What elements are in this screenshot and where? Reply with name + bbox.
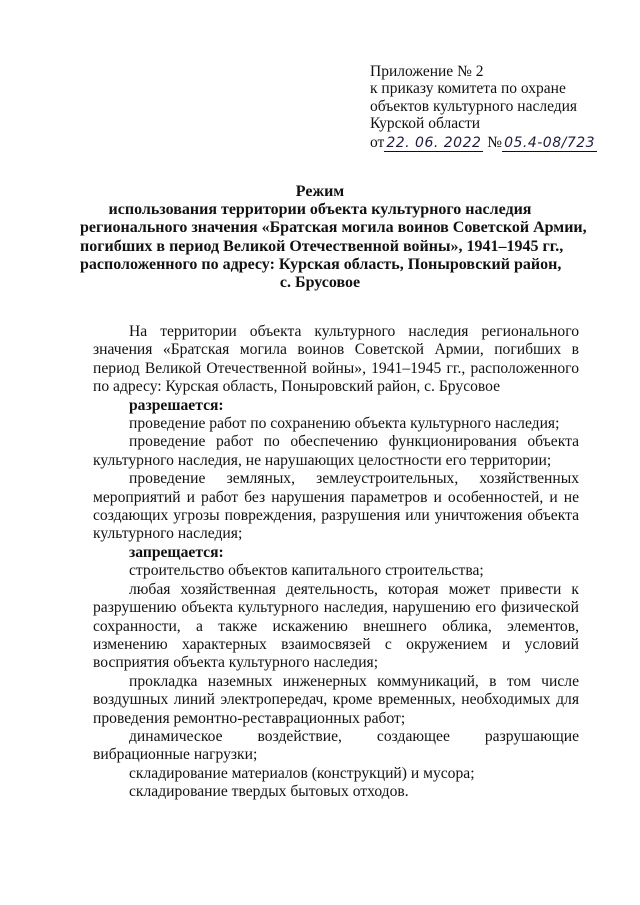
appendix-block — [370, 63, 630, 152]
intro-paragraph: На территории объекта культурного наследия регионального значения «Братская могила воинов Советской Армии, погибших в период Великой Отечественной войны», 1941–1945 гг., расположенного по адресу: Курская область, Поныровский район, с. Брусовое — [93, 323, 579, 396]
forbidden-item: прокладка наземных инженерных коммуникаций, в том числе воздушных линий электропередач, кроме временных, необходимых для проведения ремонтно-реставрационных работ; — [93, 672, 579, 727]
forbidden-item: строительство объектов капитального строительства; — [129, 562, 484, 580]
appendix-date-line — [370, 134, 630, 152]
date-prefix: от — [370, 133, 385, 151]
document-title — [80, 183, 587, 292]
title-line: расположенного по адресу: Курская область, Поныровский район, — [80, 255, 562, 273]
allowed-heading: разрешается: — [129, 396, 224, 414]
forbidden-item: складирование материалов (конструкций) и мусора; — [129, 764, 475, 782]
appendix-region: Курской области — [370, 115, 481, 133]
forbidden-item: складирование твердых бытовых отходов. — [129, 783, 409, 801]
forbidden-heading: запрещается: — [129, 543, 224, 561]
allowed-item: проведение работ по обеспечению функционирования объекта культурного наследия, не нарушающих целостности его территории; — [93, 433, 579, 469]
allowed-item: проведение работ по сохранению объекта культурного наследия; — [129, 415, 560, 433]
appendix-number: Приложение № 2 — [370, 63, 484, 80]
title-heading: Режим — [295, 183, 345, 200]
forbidden-item: любая хозяйственная деятельность, которая может привести к разрушению объекта культурного наследия, нарушению его физической сохранности, а также искажению внешнего облика, элементов, изменению характерных взаимосвязей с окружением и условий восприятия объекта культурного наследия; — [93, 580, 579, 672]
appendix-committee: объектов культурного наследия — [370, 97, 578, 115]
title-line: регионального значения «Братская могила воинов Советской Армии, — [80, 219, 587, 237]
document-body — [93, 323, 579, 802]
title-line: с. Брусовое — [279, 274, 361, 292]
allowed-item: проведение земляных, землеустроительных, хозяйственных мероприятий и работ без нарушения параметров и особенностей, и не создающих угрозы повреждения, разрушения или уничтожения объекта культурного наследия; — [93, 470, 579, 543]
order-number: 05.4-08/723 — [504, 134, 596, 151]
appendix-order-ref: к приказу комитета по охране — [370, 80, 566, 98]
forbidden-item: динамическое воздействие, создающее разрушающие вибрационные нагрузки; — [93, 727, 579, 764]
title-line: использования территории объекта культурного наследия — [108, 201, 532, 219]
number-sign: № — [487, 133, 503, 151]
title-line: погибших в период Великой Отечественной войны», 1941–1945 гг., — [80, 237, 564, 255]
order-date: 22. 06. 2022 — [386, 134, 482, 151]
